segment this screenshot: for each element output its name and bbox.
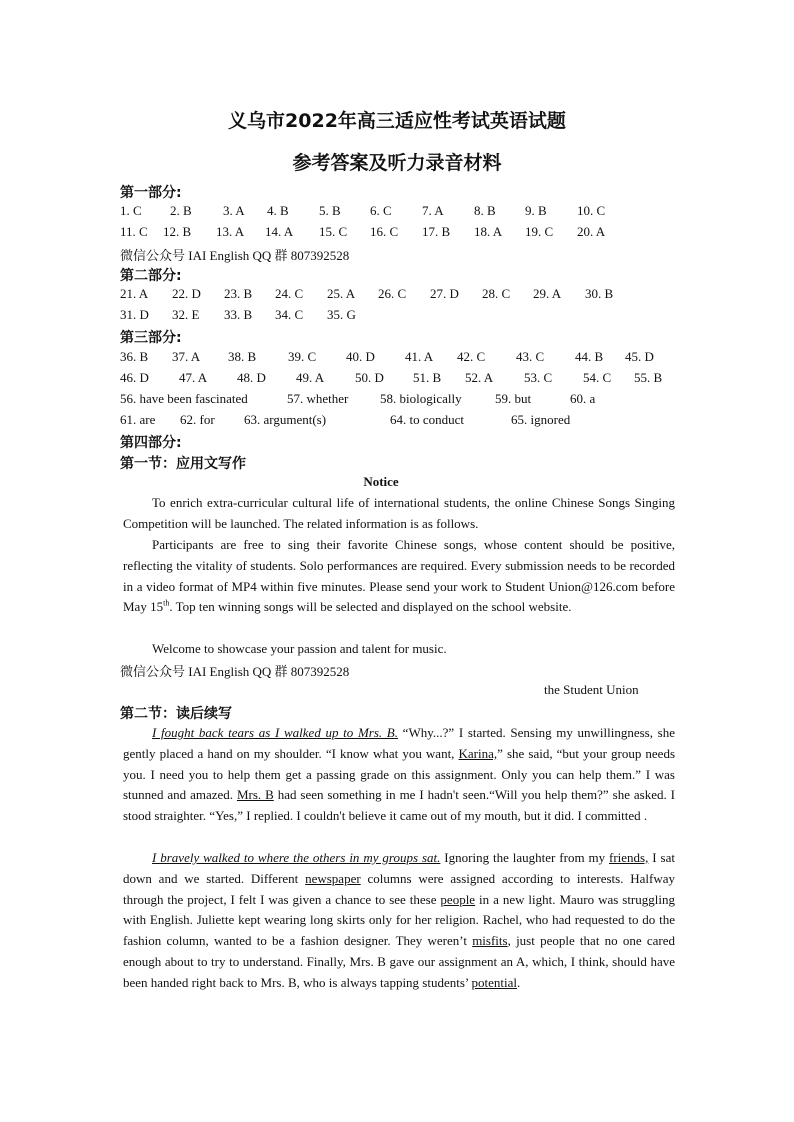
answer: 39. C [288, 349, 317, 364]
answer: 28. C [482, 286, 511, 301]
part1-heading: 第一部分: [120, 185, 182, 201]
answer: 56. have been fascinated [120, 391, 248, 406]
paragraph-lead-sentence: I bravely walked to where the others in my groups sat. [152, 850, 441, 865]
answer: 47. A [179, 370, 208, 385]
answer: 53. C [524, 370, 553, 385]
answer: 50. D [355, 370, 384, 385]
page-title: 义乌市2022年高三适应性考试英语试题 [228, 110, 566, 132]
answer: 8. B [474, 203, 496, 218]
answer: 63. argument(s) [244, 412, 327, 427]
answer: 33. B [224, 307, 253, 322]
answer: 18. A [474, 224, 503, 239]
answer: 54. C [583, 370, 612, 385]
answer: 38. B [228, 349, 257, 364]
answer: 1. C [120, 203, 142, 218]
answer: 6. C [370, 203, 392, 218]
answer: 12. B [163, 224, 192, 239]
answer: 32. E [172, 307, 200, 322]
answer: 22. D [172, 286, 201, 301]
answer: 41. A [405, 349, 434, 364]
answer: 10. C [577, 203, 606, 218]
answer: 14. A [265, 224, 294, 239]
answer: 60. a [570, 391, 596, 406]
answer: 7. A [422, 203, 444, 218]
answer: 23. B [224, 286, 253, 301]
notice-title: Notice [363, 474, 399, 489]
continuation-paragraph-1: I fought back tears as I walked up to Mrs. B. “Why...?” I started. Sensing my unwillingness, she gently placed a hand on my shoulder. “I know what you want, Karina,” she said, “but your group needs you. I need you to help them get a passing grade on this assignment. Only you can help them.” I was stunned and amazed. Mrs. B had seen something in me I hadn't seen.“Will you help them?” she asked. I stood straighter. “Yes,” I replied. I couldn't believe it came out of my mouth, but it did. I committed . [123, 725, 676, 824]
answer: 21. A [120, 286, 149, 301]
answer: 34. C [275, 307, 304, 322]
paragraph-lead-sentence: I fought back tears as I walked up to Mrs. B. [152, 725, 398, 740]
page-subtitle: 参考答案及听力录音材料 [292, 152, 502, 174]
notice-paragraph-2: Participants are free to sing their favorite Chinese songs, whose content should be positive, reflecting the vitality of students. Solo performances are required. Every submission needs to be recorded in a video format of MP4 within five minutes. Please send your work to Student Union@126.com before May 15th. Top ten winning songs will be selected and displayed on the school website. [123, 537, 675, 615]
answer: 19. C [525, 224, 554, 239]
answer: 9. B [525, 203, 547, 218]
answer: 30. B [585, 286, 614, 301]
answer: 62. for [180, 412, 215, 427]
answer: 57. whether [287, 391, 349, 406]
answer: 20. A [577, 224, 606, 239]
answer: 45. D [625, 349, 654, 364]
answer: 43. C [516, 349, 545, 364]
answer: 2. B [170, 203, 192, 218]
section2-heading: 第二节：读后续写 [120, 706, 232, 722]
notice-paragraph-3: Welcome to showcase your passion and talent for music. [152, 641, 447, 656]
answer: 52. A [465, 370, 494, 385]
answer: 11. C [120, 224, 148, 239]
answer: 58. biologically [380, 391, 462, 406]
answer: 25. A [327, 286, 356, 301]
answer: 46. D [120, 370, 149, 385]
answer: 59. but [495, 391, 532, 406]
answer: 4. B [267, 203, 289, 218]
answer: 44. B [575, 349, 604, 364]
answer: 13. A [216, 224, 245, 239]
answer: 49. A [296, 370, 325, 385]
part2-heading: 第二部分: [120, 268, 182, 284]
answer: 64. to conduct [390, 412, 465, 427]
answer: 55. B [634, 370, 663, 385]
answer: 40. D [346, 349, 375, 364]
answer: 48. D [237, 370, 266, 385]
answer: 65. ignored [511, 412, 571, 427]
part4-heading: 第四部分: [120, 435, 182, 451]
part3-heading: 第三部分: [120, 330, 182, 346]
answer: 37. A [172, 349, 201, 364]
watermark-text: 微信公众号 IAI English QQ 群 807392528 [120, 248, 350, 263]
answer: 42. C [457, 349, 486, 364]
section1-heading: 第一节：应用文写作 [120, 456, 246, 472]
answer: 26. C [378, 286, 407, 301]
answer: 17. B [422, 224, 451, 239]
notice-paragraph-1: To enrich extra-curricular cultural life of international students, the online Chinese Songs Singing Competition will be launched. The related information is as follows. [123, 495, 675, 531]
answer: 31. D [120, 307, 149, 322]
answer: 15. C [319, 224, 348, 239]
continuation-paragraph-2: I bravely walked to where the others in my groups sat. Ignoring the laughter from my friends, I sat down and we started. Different newspaper columns were assigned according to interests. Halfway through the project, I felt I was given a chance to see these people in a new light. Mauro was struggling with English. Juliette kept wearing long skirts only for her religion. Rachel, who had requested to do the fashion column, wanted to be a fashion designer. They weren’t misfits, just people that no one cared enough about to try to understand. Finally, Mrs. B gave our assignment an A, which, I think, should have been handed right back to Mrs. B, who is always tapping students’ potential. [123, 850, 676, 990]
answer: 27. D [430, 286, 459, 301]
answer: 5. B [319, 203, 341, 218]
answer: 51. B [413, 370, 442, 385]
watermark-text: 微信公众号 IAI English QQ 群 807392528 [120, 664, 350, 679]
answer: 61. are [120, 412, 156, 427]
answer: 24. C [275, 286, 304, 301]
answer: 16. C [370, 224, 399, 239]
notice-signature: the Student Union [544, 682, 639, 697]
answer: 29. A [533, 286, 562, 301]
answer: 36. B [120, 349, 149, 364]
answer: 3. A [223, 203, 245, 218]
answer: 35. G [327, 307, 356, 322]
